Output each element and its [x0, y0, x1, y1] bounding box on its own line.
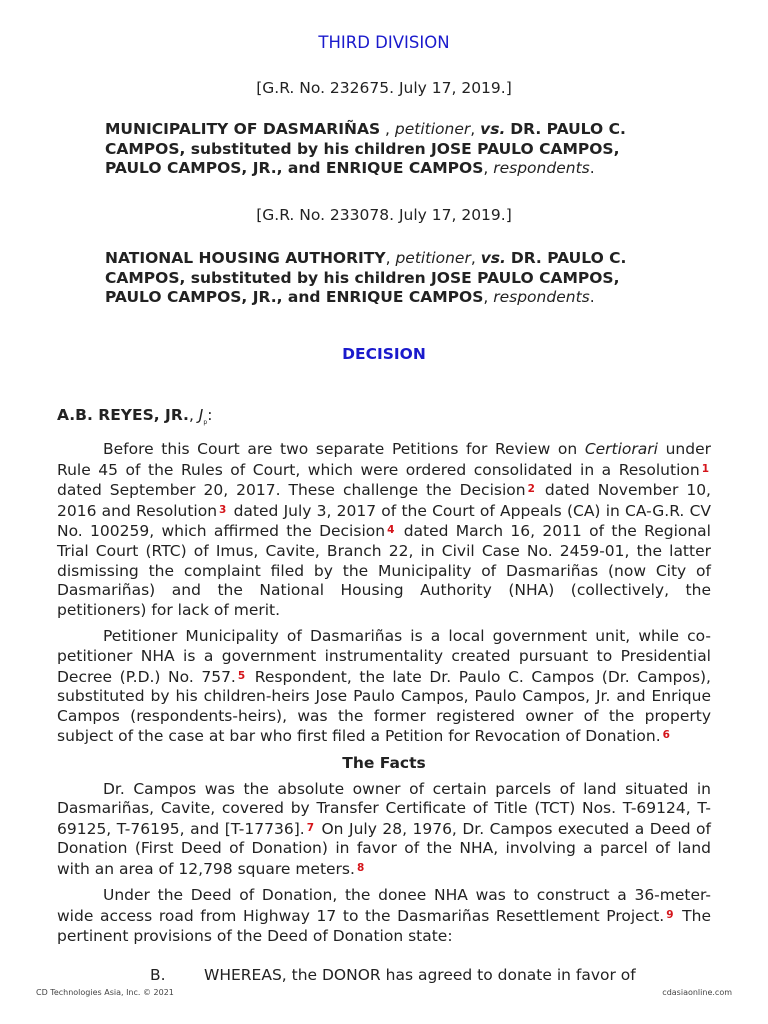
case1-respondent-label: respondents: [493, 159, 590, 177]
footer-copyright: CD Technologies Asia, Inc. © 2021: [36, 988, 174, 997]
case2-respondent: DR. PAULO C. CAMPOS, substituted by his children JOSE PAULO CAMPOS, PAULO CAMPOS, JR., and ENRIQUE CAMPOS: [105, 249, 627, 306]
quoted-provision: [150, 966, 636, 984]
case1-petitioner: MUNICIPALITY OF DASMARIÑAS: [105, 120, 381, 138]
case1-gr-number: [G.R. No. 232675. July 17, 2019.]: [256, 79, 512, 97]
ponente: A.B. REYES, JR., $J_p$:: [57, 406, 213, 427]
ponente-title: J: [198, 406, 204, 424]
footnote-link-7[interactable]: 7: [306, 821, 314, 834]
case2-parties: NATIONAL HOUSING AUTHORITY, petitioner, vs. DR. PAULO C. CAMPOS, substituted by his children JOSE PAULO CAMPOS, PAULO CAMPOS, JR., and ENRIQUE CAMPOS, respondents.: [105, 249, 627, 306]
paragraph-4: Under the Deed of Donation, the donee NHA was to construct a 36-meter-wide access road from Highway 17 to the Dasmariñas Resettlement Project. 9 The pertinent provisions of the Deed of Donation state:: [57, 886, 711, 945]
paragraph-1: Before this Court are two separate Petitions for Review on Certiorari under Rule 45 of the Rules of Court, which were ordered consolidated in a Resolution 1 dated September 20, 2017. These challenge the Decision 2 dated November 10, 2016 and Resolution 3 dated July 3, 2017 of the Court of Appeals (CA) in CA-G.R. CV No. 100259, which affirmed the Decision 4 dated March 16, 2011 of the Regional Trial Court (RTC) of Imus, Cavite, Branch 22, in Civil Case No. 2459-01, the latter dismissing the complaint filed by the Municipality of Dasmariñas (now City of Dasmariñas) and the National Housing Authority (NHA) (collectively, the petitioners) for lack of merit.: [57, 440, 711, 619]
footnote-link-3[interactable]: 3: [219, 503, 227, 516]
ponente-subscript: p: [203, 419, 208, 427]
case1-parties: MUNICIPALITY OF DASMARIÑAS , petitioner, vs. DR. PAULO C. CAMPOS, substituted by his children JOSE PAULO CAMPOS, PAULO CAMPOS, JR., and ENRIQUE CAMPOS, respondents.: [105, 120, 626, 177]
footnote-link-6[interactable]: 6: [662, 729, 670, 742]
quote-text: WHEREAS, the DONOR has agreed to donate in favor of: [204, 966, 636, 984]
case2-petitioner: NATIONAL HOUSING AUTHORITY: [105, 249, 386, 267]
footnote-link-8[interactable]: 8: [356, 861, 365, 874]
footnote-link-4[interactable]: 4: [387, 524, 395, 537]
case2-gr-number: [G.R. No. 233078. July 17, 2019.]: [256, 206, 512, 224]
case2-petitioner-label: petitioner: [395, 249, 471, 267]
case1-petitioner-label: petitioner: [394, 120, 471, 138]
quote-item-number: B.: [150, 966, 166, 984]
ponente-name: A.B. REYES, JR.: [57, 406, 189, 424]
certiorari-term: Certiorari: [584, 440, 658, 458]
case1-vs: vs.: [480, 120, 506, 138]
paragraph-2: Petitioner Municipality of Dasmariñas is a local government unit, while co-petitioner NHA is a government instrumentality created pursuant to Presidential Decree (P.D.) No. 757. 5 Respondent, the late Dr. Paulo C. Campos (Dr. Campos), substituted by his children-heirs Jose Paulo Campos, Paulo Campos, Jr. and Enrique Campos (respondents-heirs), was the former registered owner of the property subject of the case at bar who first filed a Petition for Revocation of Donation. 6: [57, 627, 711, 746]
paragraph-3: Dr. Campos was the absolute owner of certain parcels of land situated in Dasmariñas, Cavite, covered by Transfer Certificate of Title (TCT) Nos. T-69124, T-69125, T-76195, and [T-17736]. 7 On July 28, 1976, Dr. Campos executed a Deed of Donation (First Deed of Donation) in favor of the NHA, involving a parcel of land with an area of 12,798 square meters. 8: [57, 779, 711, 878]
footnote-link-1[interactable]: 1: [701, 462, 709, 475]
footnote-link-5[interactable]: 5: [237, 669, 246, 682]
footnote-link-9[interactable]: 9: [666, 909, 674, 922]
decision-body: [57, 440, 711, 953]
footnote-link-2[interactable]: 2: [527, 483, 535, 496]
division-heading: THIRD DIVISION: [318, 33, 450, 52]
case1-respondent: DR. PAULO C. CAMPOS, substituted by his children JOSE PAULO CAMPOS, PAULO CAMPOS, JR., and ENRIQUE CAMPOS: [105, 120, 626, 177]
case2-vs: vs.: [480, 249, 506, 267]
facts-heading: The Facts: [342, 753, 426, 772]
decision-heading: DECISION: [342, 345, 426, 363]
case2-respondent-label: respondents: [493, 288, 590, 306]
footer-site-link[interactable]: cdasiaonline.com: [662, 988, 732, 997]
